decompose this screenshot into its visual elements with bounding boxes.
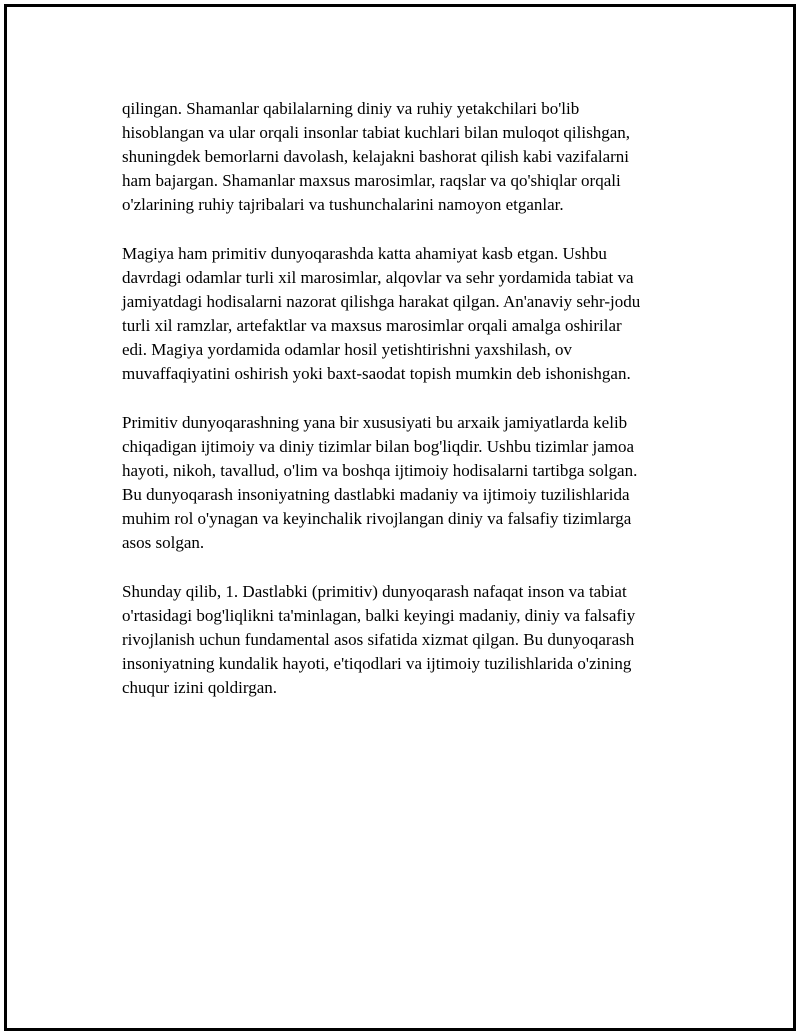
paragraph-magiya: Magiya ham primitiv dunyoqarashda katta ahamiyat kasb etgan. Ushbu davrdagi odamlar turli xil marosimlar, alqovlar va sehr yordamida tabiat va jamiyatdagi hodisalarni nazorat qilishga harakat qilgan. An'anaviy sehr-jodu turli xil ramzlar, artefaktlar va maxsus marosimlar orqali amalga oshirilar edi. Magiya yordamida odamlar hosil yetishtirishni yaxshilash, ov muvaffaqiyatini oshirish yoki baxt-saodat topish mumkin deb ishonishgan.	[122, 244, 641, 383]
paragraph-primitiv-xususiyati: Primitiv dunyoqarashning yana bir xususiyati bu arxaik jamiyatlarda kelib chiqadigan ijtimoiy va diniy tizimlar bilan bog'liqdir. Ushbu tizimlar jamoa hayoti, nikoh, tavallud, o'lim va boshqa ijtimoiy hodisalarni tartibga solgan. Bu dunyoqarash insoniyatning dastlabki madaniy va ijtimoiy tuzilishlarida muhim rol o'ynagan va keyinchalik rivojlangan diniy va falsafiy tizimlarga asos solgan.	[122, 413, 638, 552]
document-body	[122, 97, 712, 725]
paragraph-shamanlar: qilingan. Shamanlar qabilalarning diniy va ruhiy yetakchilari bo'lib hisoblangan va ular orqali insonlar tabiat kuchlari bilan muloqot qilishgan, shuningdek bemorlarni davolash, kelajakni bashorat qilish kabi vazifalarni ham bajargan. Shamanlar maxsus marosimlar, raqslar va qo'shiqlar orqali o'zlarining ruhiy tajribalari va tushunchalarini namoyon etganlar.	[122, 99, 630, 214]
paragraph-xulosa: Shunday qilib, 1. Dastlabki (primitiv) dunyoqarash nafaqat inson va tabiat o'rtasidagi bog'liqlikni ta'minlagan, balki keyingi madaniy, diniy va falsafiy rivojlanish uchun fundamental asos sifatida xizmat qilgan. Bu dunyoqarash insoniyatning kundalik hayoti, e'tiqodlari va ijtimoiy tuzilishlarida o'zining chuqur izini qoldirgan.	[122, 582, 636, 697]
page-frame	[4, 4, 796, 1031]
